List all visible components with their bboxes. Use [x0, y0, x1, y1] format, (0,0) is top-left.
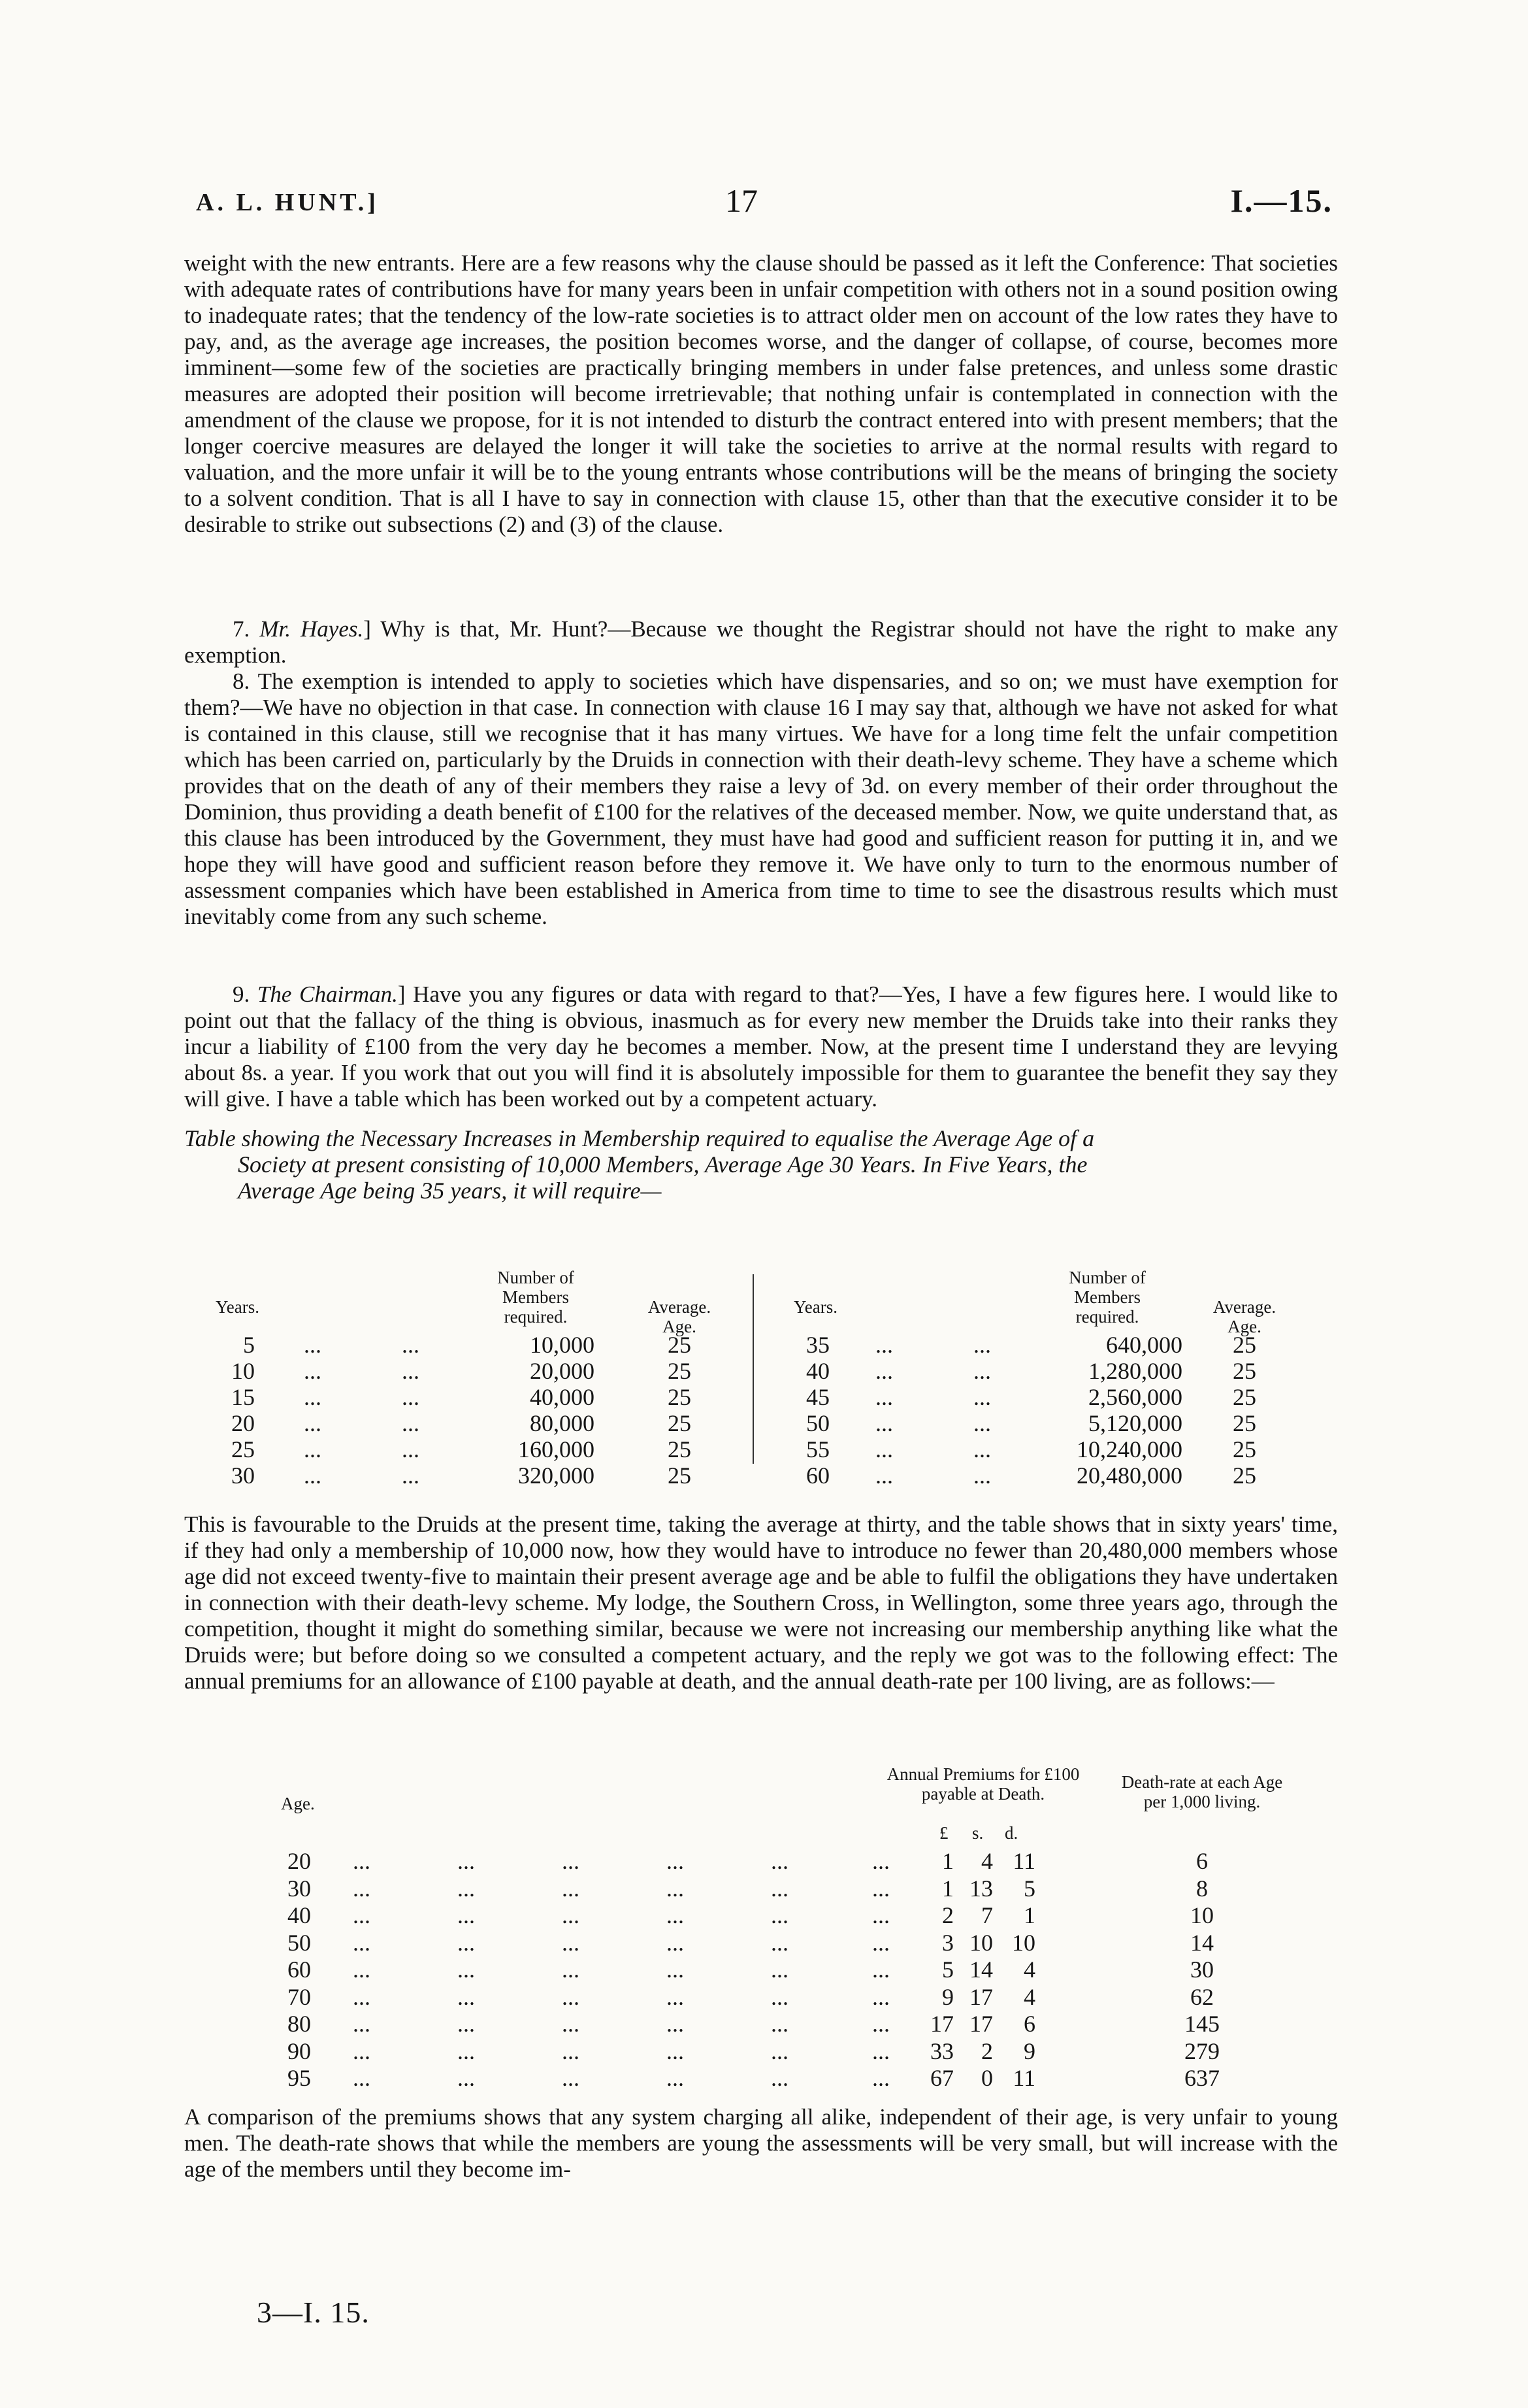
row-average-age: 25 [668, 1358, 691, 1384]
leader-dots: ... [562, 1848, 579, 1874]
row-average-age: 25 [668, 1332, 691, 1358]
row-members-required: 1,280,000 [1088, 1358, 1182, 1384]
leader-dots: ... [973, 1410, 991, 1436]
leader-dots: ... [875, 1332, 893, 1358]
row-premium-pounds: 9 [942, 1983, 954, 2010]
leader-dots: ... [872, 1983, 890, 2010]
table-divider [753, 1274, 754, 1464]
paper-reference: I.—15. [1230, 182, 1333, 219]
leader-dots: ... [771, 1983, 788, 2010]
leader-dots: ... [666, 1875, 684, 1902]
row-members-required: 80,000 [530, 1410, 594, 1436]
row-premium-pounds: 67 [930, 2065, 954, 2091]
leader-dots: ... [562, 1929, 579, 1956]
row-age: 40 [287, 1902, 311, 1928]
row-years: 20 [231, 1410, 255, 1436]
row-death-rate: 6 [1196, 1848, 1208, 1874]
column-header-pence: d. [1005, 1823, 1018, 1843]
leader-dots: ... [666, 2037, 684, 2064]
question-text: ] Why is that, Mr. Hunt?—Because we thought the Registrar should not have the right to make any exemption. [184, 616, 1339, 668]
leader-dots: ... [562, 1902, 579, 1928]
column-header-pounds: £ [939, 1823, 949, 1843]
leader-dots: ... [872, 1848, 890, 1874]
row-years: 5 [243, 1332, 255, 1358]
row-premium-pounds: 1 [942, 1875, 954, 1902]
leader-dots: ... [562, 2011, 579, 2037]
column-header-age: Age. [281, 1794, 315, 1813]
question-number: 9. [233, 981, 250, 1007]
row-death-rate: 14 [1190, 1929, 1214, 1956]
leader-dots: ... [562, 1956, 579, 1983]
caption-line: Average Age being 35 years, it will require— [238, 1178, 662, 1204]
leader-dots: ... [973, 1358, 991, 1384]
row-premium-shillings: 0 [981, 2065, 993, 2091]
leader-dots: ... [666, 1983, 684, 2010]
row-years: 45 [806, 1384, 830, 1410]
row-members-required: 160,000 [518, 1436, 594, 1462]
caption-line: Table showing the Necessary Increases in Membership required to equalise the Average Age of a [184, 1125, 1095, 1151]
row-age: 50 [287, 1929, 311, 1956]
leader-dots: ... [304, 1332, 321, 1358]
question-text: ] Have you any figures or data with regard to that?—Yes, I have a few figures here. I would like to point out that the fallacy of the thing is obvious, inasmuch as for every new member the Druids take into their ranks they incur a liability of £100 from the very day he becomes a member. Now, at the present time I understand they are levying about 8s. a year. If you work that out you will find it is absolutely impossible for them to guarantee the benefit they say they will give. I have a table which has been worked out by a competent actuary. [184, 981, 1339, 1112]
leader-dots: ... [666, 1956, 684, 1983]
leader-dots: ... [353, 1983, 370, 2010]
row-premium-pence: 4 [1024, 1983, 1035, 2010]
leader-dots: ... [875, 1436, 893, 1462]
leader-dots: ... [457, 1848, 475, 1874]
row-members-required: 5,120,000 [1088, 1410, 1182, 1436]
leader-dots: ... [872, 1929, 890, 1956]
leader-dots: ... [402, 1358, 419, 1384]
leader-dots: ... [402, 1332, 419, 1358]
leader-dots: ... [457, 1875, 475, 1902]
row-age: 70 [287, 1983, 311, 2010]
row-members-required: 10,000 [530, 1332, 594, 1358]
leader-dots: ... [353, 1929, 370, 1956]
header-witness: A. L. HUNT.] [196, 189, 379, 216]
leader-dots: ... [457, 1929, 475, 1956]
leader-dots: ... [771, 1902, 788, 1928]
leader-dots: ... [402, 1410, 419, 1436]
paragraph-comparison: A comparison of the premiums shows that any system charging all alike, independent of their age, is very unfair to young men. The death-rate shows that while the members are young the assessments will be very small, but will increase with the age of the members until they become im- [184, 2104, 1338, 2182]
column-header-members: Number of Members required. [497, 1268, 574, 1327]
column-header-years: Years. [216, 1297, 260, 1317]
row-average-age: 25 [1233, 1384, 1256, 1410]
leader-dots: ... [304, 1462, 321, 1489]
row-death-rate: 279 [1184, 2037, 1220, 2064]
column-header-average: Average. Age. [647, 1297, 711, 1336]
leader-dots: ... [771, 2037, 788, 2064]
row-premium-shillings: 17 [969, 1983, 993, 2010]
row-age: 80 [287, 2011, 311, 2037]
row-age: 95 [287, 2065, 311, 2091]
row-members-required: 10,240,000 [1077, 1436, 1182, 1462]
leader-dots: ... [666, 1848, 684, 1874]
leader-dots: ... [402, 1462, 419, 1489]
row-years: 35 [806, 1332, 830, 1358]
leader-dots: ... [457, 2011, 475, 2037]
row-members-required: 2,560,000 [1088, 1384, 1182, 1410]
column-header-death-rate: Death-rate at each Age per 1,000 living. [1121, 1772, 1283, 1811]
leader-dots: ... [875, 1384, 893, 1410]
row-years: 15 [231, 1384, 255, 1410]
row-death-rate: 8 [1196, 1875, 1208, 1902]
row-premium-pounds: 1 [942, 1848, 954, 1874]
row-premium-shillings: 17 [969, 2011, 993, 2037]
leader-dots: ... [304, 1358, 321, 1384]
leader-dots: ... [353, 2011, 370, 2037]
row-age: 30 [287, 1875, 311, 1902]
column-header-members: Number of Members required. [1069, 1268, 1146, 1327]
membership-table [216, 1268, 1326, 1489]
leader-dots: ... [353, 1956, 370, 1983]
leader-dots: ... [771, 1956, 788, 1983]
leader-dots: ... [353, 1902, 370, 1928]
row-years: 10 [231, 1358, 255, 1384]
leader-dots: ... [666, 1929, 684, 1956]
row-death-rate: 62 [1190, 1983, 1214, 2010]
row-premium-shillings: 2 [981, 2037, 993, 2064]
row-premium-pounds: 3 [942, 1929, 954, 1956]
row-age: 60 [287, 1956, 311, 1983]
paragraph-continued: weight with the new entrants. Here are a few reasons why the clause should be passed as it left the Conference: That societies with adequate rates of contributions have for many years been in unfair competition with others not in a sound position owing to inadequate rates; that the tendency of the low-rate societies is to attract older men on account of the low rates they have to pay, and, as the average age increases, the position becomes worse, and the danger of collapse, of course, becomes more imminent—some few of the societies are practically bringing members in under false pretences, and unless some drastic measures are adopted their position will become irretrievable; that nothing unfair is contemplated in connection with the amendment of the clause we propose, for it is not intended to disturb the contract entered into with present members; that the longer coercive measures are delayed the longer it will take the societies to arrive at the normal results with regard to valuation, and the more unfair it will be to the young entrants whose contributions will be the means of bringing the society to a solvent condition. That is all I have to say in connection with clause 15, other than that the executive consider it to be desirable to strike out subsections (2) and (3) of the clause. [184, 250, 1338, 537]
speaker-name: Mr. Hayes. [259, 616, 364, 642]
leader-dots: ... [353, 2065, 370, 2091]
leader-dots: ... [457, 1902, 475, 1928]
row-premium-pounds: 2 [942, 1902, 954, 1928]
row-premium-shillings: 7 [981, 1902, 993, 1928]
leader-dots: ... [666, 2065, 684, 2091]
leader-dots: ... [304, 1436, 321, 1462]
paragraph-7 [184, 616, 1338, 668]
signature-footer: 3—I. 15. [257, 2296, 370, 2329]
leader-dots: ... [353, 1875, 370, 1902]
leader-dots: ... [872, 1875, 890, 1902]
row-average-age: 25 [1233, 1436, 1256, 1462]
page-number: 17 [725, 182, 758, 219]
leader-dots: ... [875, 1410, 893, 1436]
row-average-age: 25 [668, 1436, 691, 1462]
column-header-premium: Annual Premiums for £100 payable at Death. [886, 1764, 1080, 1804]
paragraph-9 [184, 981, 1338, 1112]
leader-dots: ... [666, 2011, 684, 2037]
row-years: 50 [806, 1410, 830, 1436]
row-members-required: 20,000 [530, 1358, 594, 1384]
leader-dots: ... [457, 1983, 475, 2010]
row-years: 25 [231, 1436, 255, 1462]
leader-dots: ... [872, 2065, 890, 2091]
row-premium-pence: 1 [1024, 1902, 1035, 1928]
row-premium-shillings: 10 [969, 1929, 993, 1956]
leader-dots: ... [875, 1462, 893, 1489]
leader-dots: ... [304, 1410, 321, 1436]
row-years: 60 [806, 1462, 830, 1489]
question-number: 7. [233, 616, 250, 642]
page-header [196, 182, 1333, 227]
leader-dots: ... [771, 2011, 788, 2037]
row-premium-pence: 4 [1024, 1956, 1035, 1983]
table-caption [184, 1125, 1338, 1204]
leader-dots: ... [973, 1436, 991, 1462]
row-average-age: 25 [668, 1462, 691, 1489]
leader-dots: ... [875, 1358, 893, 1384]
row-average-age: 25 [1233, 1410, 1256, 1436]
leader-dots: ... [771, 1848, 788, 1874]
row-premium-shillings: 4 [981, 1848, 993, 1874]
leader-dots: ... [973, 1384, 991, 1410]
row-members-required: 320,000 [518, 1462, 594, 1489]
leader-dots: ... [666, 1902, 684, 1928]
row-premium-pence: 5 [1024, 1875, 1035, 1902]
row-age: 90 [287, 2037, 311, 2064]
row-years: 40 [806, 1358, 830, 1384]
row-premium-shillings: 14 [969, 1956, 993, 1983]
leader-dots: ... [562, 2037, 579, 2064]
leader-dots: ... [562, 1875, 579, 1902]
leader-dots: ... [353, 2037, 370, 2064]
row-age: 20 [287, 1848, 311, 1874]
column-header-average: Average. Age. [1212, 1297, 1276, 1336]
leader-dots: ... [771, 1875, 788, 1902]
column-header-years: Years. [794, 1297, 838, 1317]
row-premium-pence: 10 [1012, 1929, 1035, 1956]
premium-table [274, 1764, 1320, 2104]
row-average-age: 25 [1233, 1462, 1256, 1489]
row-premium-pence: 11 [1013, 2065, 1035, 2091]
row-death-rate: 145 [1184, 2011, 1220, 2037]
leader-dots: ... [973, 1332, 991, 1358]
leader-dots: ... [304, 1384, 321, 1410]
row-premium-pence: 11 [1013, 1848, 1035, 1874]
row-average-age: 25 [1233, 1332, 1256, 1358]
row-years: 55 [806, 1436, 830, 1462]
row-premium-pounds: 5 [942, 1956, 954, 1983]
leader-dots: ... [872, 2011, 890, 2037]
leader-dots: ... [771, 1929, 788, 1956]
row-premium-shillings: 13 [969, 1875, 993, 1902]
row-members-required: 640,000 [1106, 1332, 1182, 1358]
leader-dots: ... [457, 2037, 475, 2064]
leader-dots: ... [562, 1983, 579, 2010]
row-years: 30 [231, 1462, 255, 1489]
row-members-required: 40,000 [530, 1384, 594, 1410]
row-premium-pounds: 33 [930, 2037, 954, 2064]
row-death-rate: 10 [1190, 1902, 1214, 1928]
caption-line: Society at present consisting of 10,000 Members, Average Age 30 Years. In Five Years, the [238, 1151, 1088, 1178]
row-premium-pounds: 17 [930, 2011, 954, 2037]
speaker-name: The Chairman. [257, 981, 398, 1007]
paragraph-druids: This is favourable to the Druids at the present time, taking the average at thirty, and the table shows that in sixty years' time, if they had only a membership of 10,000 now, how they would have to introduce no fewer than 20,480,000 members whose age did not exceed twenty-five to maintain their present average age and be able to fulfil the obligations they have undertaken in connection with their death-levy scheme. My lodge, the Southern Cross, in Wellington, some three years ago, through the competition, thought it might do something similar, because we were not increasing our membership anything like what the Druids were; but before doing so we consulted a competent actuary, and the reply we got was to the following effect: The annual premiums for an allowance of £100 payable at death, and the annual death-rate per 100 living, are as follows:— [184, 1511, 1338, 1694]
row-death-rate: 637 [1184, 2065, 1220, 2091]
leader-dots: ... [562, 2065, 579, 2091]
leader-dots: ... [402, 1436, 419, 1462]
row-average-age: 25 [1233, 1358, 1256, 1384]
leader-dots: ... [457, 1956, 475, 1983]
row-members-required: 20,480,000 [1077, 1462, 1182, 1489]
row-average-age: 25 [668, 1384, 691, 1410]
column-header-shillings: s. [972, 1823, 984, 1843]
leader-dots: ... [402, 1384, 419, 1410]
leader-dots: ... [771, 2065, 788, 2091]
row-premium-pence: 6 [1024, 2011, 1035, 2037]
leader-dots: ... [872, 1902, 890, 1928]
paragraph-8: 8. The exemption is intended to apply to societies which have dispensaries, and so on; we must have exemption for them?—We have no objection in that case. In connection with clause 16 I may say that, although we have not asked for what is contained in this clause, still we recognise that it has many virtues. We have for a long time felt the unfair competition which has been carried on, particularly by the Druids in connection with their death-levy scheme. They have a scheme which provides that on the death of any of their members they raise a levy of 3d. on every member of their order throughout the Dominion, thus providing a death benefit of £100 for the relatives of the deceased member. Now, we quite understand that, as this clause has been introduced by the Government, they must have had good and sufficient reason for putting it in, and we hope they will have good and sufficient reason before they remove it. We have only to turn to the enormous number of assessment companies which have been established in America from time to time to see the disastrous results which must inevitably come from any such scheme. [184, 668, 1338, 929]
leader-dots: ... [872, 1956, 890, 1983]
leader-dots: ... [353, 1848, 370, 1874]
leader-dots: ... [872, 2037, 890, 2064]
leader-dots: ... [973, 1462, 991, 1489]
row-death-rate: 30 [1190, 1956, 1214, 1983]
leader-dots: ... [457, 2065, 475, 2091]
row-premium-pence: 9 [1024, 2037, 1035, 2064]
row-average-age: 25 [668, 1410, 691, 1436]
